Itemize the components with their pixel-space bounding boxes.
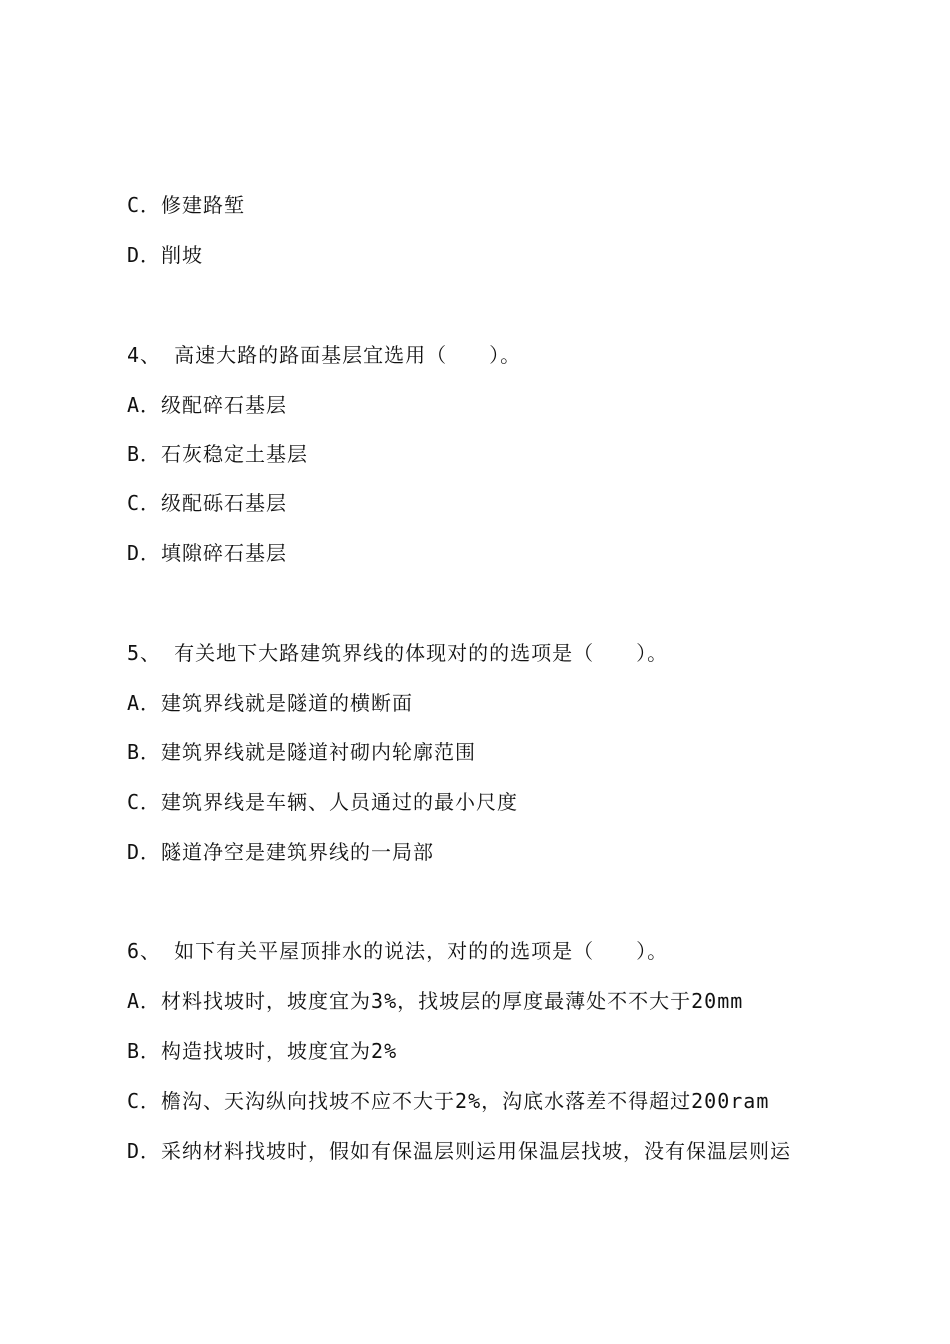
q6-option-d: D．采纳材料找坡时，假如有保温层则运用保温层找坡，没有保温层则运	[127, 1139, 792, 1163]
q5-option-a: A．建筑界线就是隧道的横断面	[127, 691, 414, 715]
q3-option-c: C．修建路堑	[127, 193, 246, 217]
q6-option-a: A．材料找坡时，坡度宜为3%，找坡层的厚度最薄处不不大于20mm	[127, 989, 744, 1013]
q5-option-c: C．建筑界线是车辆、人员通过的最小尺度	[127, 790, 519, 814]
q6-option-c: C．檐沟、天沟纵向找坡不应不大于2%，沟底水落差不得超过200ram	[127, 1089, 770, 1113]
q4-option-a: A．级配碎石基层	[127, 393, 288, 417]
q5-option-b: B．建筑界线就是隧道衬砌内轮廓范围	[127, 740, 477, 764]
q3-option-d: D．削坡	[127, 243, 204, 267]
q4-option-c: C．级配砾石基层	[127, 491, 288, 515]
q4-stem: 4、 高速大路的路面基层宜选用（ ）。	[127, 343, 522, 367]
q4-option-d: D．填隙碎石基层	[127, 541, 288, 565]
q5-option-d: D．隧道净空是建筑界线的一局部	[127, 840, 435, 864]
q5-stem: 5、 有关地下大路建筑界线的体现对的的选项是（ ）。	[127, 641, 669, 665]
q6-option-b: B．构造找坡时，坡度宜为2%	[127, 1039, 398, 1063]
q4-option-b: B．石灰稳定土基层	[127, 442, 309, 466]
q6-stem: 6、 如下有关平屋顶排水的说法，对的的选项是（ ）。	[127, 939, 669, 963]
